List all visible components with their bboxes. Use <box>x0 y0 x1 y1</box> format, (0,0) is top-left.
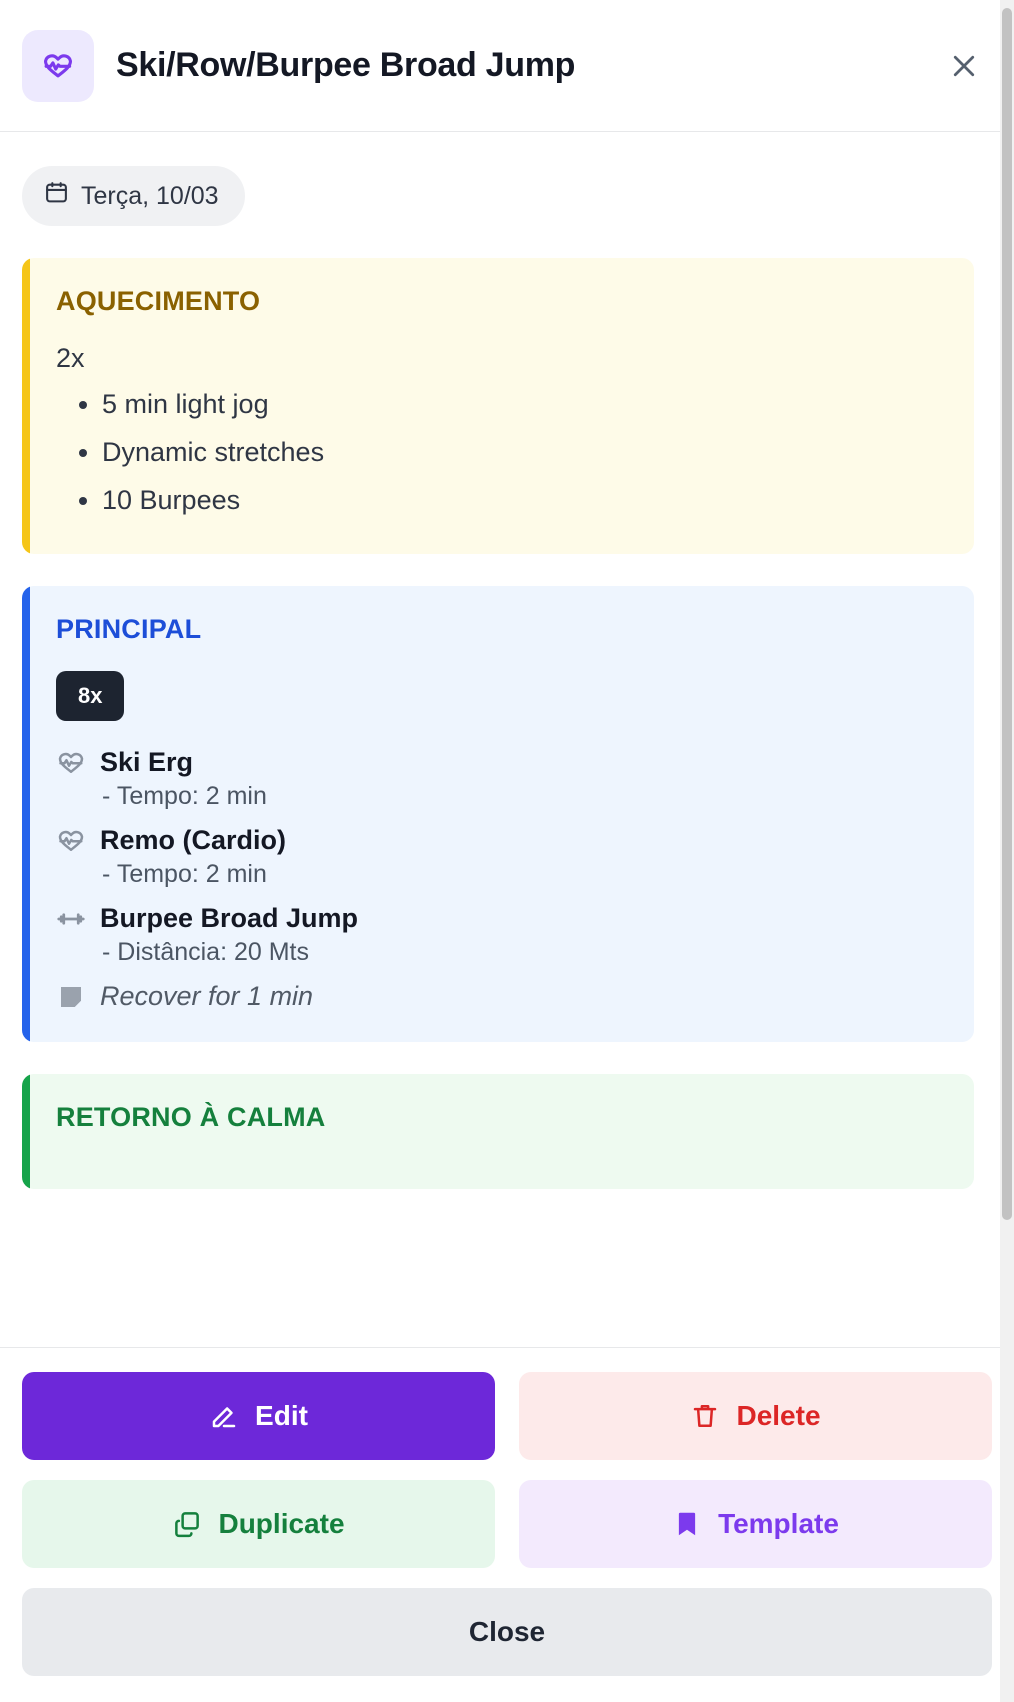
main-rounds-badge: 8x <box>56 671 124 721</box>
template-button-label: Template <box>718 1508 839 1539</box>
close-button[interactable]: Close <box>22 1588 992 1676</box>
section-title-cooldown: RETORNO À CALMA <box>56 1102 326 1133</box>
warmup-item-list <box>56 380 944 524</box>
action-row-secondary <box>22 1480 992 1568</box>
scrollbar-track[interactable] <box>1000 0 1014 1702</box>
list-item: • Dynamic stretches <box>102 428 944 476</box>
exercise-name: Burpee Broad Jump <box>100 903 359 934</box>
exercise-name: Ski Erg <box>100 747 194 778</box>
workout-date-label: Terça, 10/03 <box>81 181 219 210</box>
exercise-note-row <box>56 981 944 1012</box>
page-title: Ski/Row/Burpee Broad Jump <box>116 46 576 84</box>
section-cooldown <box>22 1074 974 1189</box>
edit-pencil-icon <box>209 1401 239 1431</box>
dumbbell-icon <box>56 904 86 934</box>
close-icon[interactable] <box>942 44 986 88</box>
heart-pulse-icon <box>56 826 86 856</box>
edit-button-label: Edit <box>255 1400 308 1431</box>
heart-pulse-icon <box>22 30 94 102</box>
warmup-rounds: 2x <box>56 343 85 373</box>
modal-body <box>0 132 1014 1347</box>
list-item: • 10 Burpees <box>102 476 944 524</box>
delete-button[interactable] <box>519 1372 992 1460</box>
bookmark-icon <box>672 1509 702 1539</box>
action-row-primary <box>22 1372 992 1460</box>
exercise-name: Remo (Cardio) <box>100 825 287 856</box>
template-button[interactable] <box>519 1480 992 1568</box>
exercise-row <box>56 747 944 778</box>
exercise-detail: - Tempo: 2 min <box>102 860 267 889</box>
edit-button[interactable] <box>22 1372 495 1460</box>
modal-header <box>0 0 1014 132</box>
duplicate-button-label: Duplicate <box>218 1508 345 1539</box>
calendar-icon <box>44 180 69 212</box>
exercise-row <box>56 825 944 856</box>
copy-icon <box>172 1509 202 1539</box>
section-title-warmup: AQUECIMENTO <box>56 286 261 316</box>
workout-date-chip <box>22 166 245 226</box>
exercise-detail: - Distância: 20 Mts <box>102 938 310 967</box>
heart-pulse-icon <box>56 748 86 778</box>
exercise-detail: - Tempo: 2 min <box>102 782 267 811</box>
section-main <box>22 586 974 1042</box>
note-icon <box>56 982 86 1012</box>
modal-footer <box>0 1347 1014 1702</box>
delete-button-label: Delete <box>736 1400 821 1431</box>
recover-note: Recover for 1 min <box>100 981 314 1012</box>
list-item: • 5 min light jog <box>102 380 944 428</box>
section-warmup <box>22 258 974 554</box>
section-title-main: PRINCIPAL <box>56 614 202 645</box>
trash-icon <box>690 1401 720 1431</box>
exercise-row <box>56 903 944 934</box>
scrollbar-thumb[interactable] <box>1002 8 1012 1220</box>
duplicate-button[interactable] <box>22 1480 495 1568</box>
